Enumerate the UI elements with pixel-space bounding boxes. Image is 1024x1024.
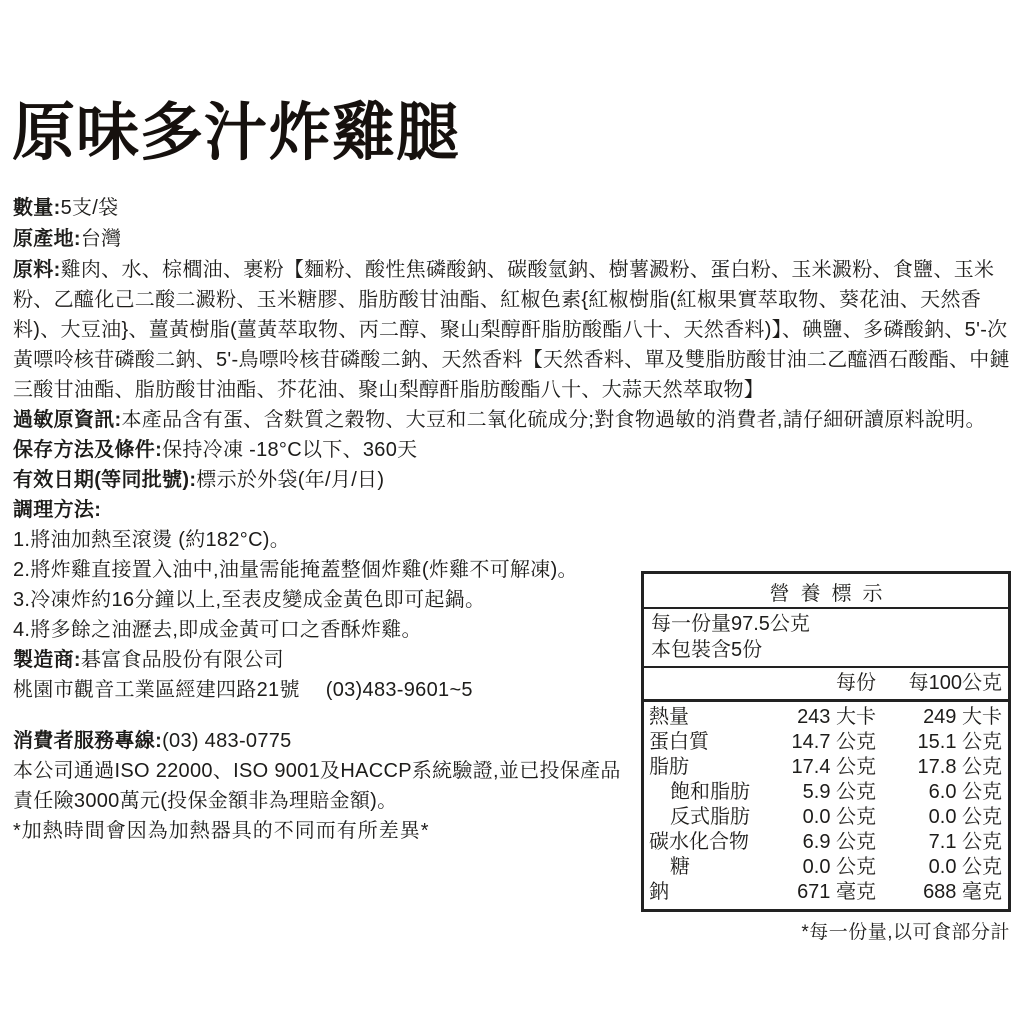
nutrient-per-100g: 0.0 公克 <box>928 856 1002 878</box>
ingredients-label: 原料: <box>13 259 61 281</box>
service-phone: (03) 483-0775 <box>162 730 292 752</box>
service-block <box>13 726 637 816</box>
nutrient-per-100g: 688 毫克 <box>923 881 1002 903</box>
cooking-step: 1.將油加熱至滾燙 (約182°C)。 <box>13 529 291 551</box>
quantity-line <box>13 193 1015 224</box>
nutrition-row <box>649 855 1002 880</box>
cooking-steps <box>13 525 637 645</box>
nutrient-name: 鈉 <box>649 881 669 903</box>
nutrient-per-100g: 6.0 公克 <box>928 781 1002 803</box>
expiry-label: 有效日期(等同批號): <box>13 469 197 491</box>
nutrition-row <box>649 755 1002 780</box>
nutrition-row <box>649 780 1002 805</box>
expiry-value: 標示於外袋(年/月/日) <box>196 469 385 491</box>
nutrient-name: 糖 <box>670 856 690 878</box>
serving-size: 每一份量97.5公克 <box>651 613 810 635</box>
servings-per-pack: 本包裝含5份 <box>651 639 763 661</box>
manufacturer-name: 碁富食品股份有限公司 <box>80 649 284 671</box>
nutrition-rows <box>644 702 1008 909</box>
nutrition-footnote: *每一份量,以可食部分計 <box>801 922 1010 943</box>
nutrition-title: 營養標示 <box>644 574 1008 609</box>
nutrient-per-100g: 15.1 公克 <box>917 731 1002 753</box>
nutrition-row <box>649 730 1002 755</box>
column-spacer <box>649 670 764 697</box>
nutrient-per-serving: 243 大卡 <box>797 706 876 728</box>
heating-note: *加熱時間會因為加熱器具的不同而有所差異* <box>13 820 430 842</box>
cooking-heading: 調理方法: <box>13 499 102 521</box>
nutrient-per-serving: 14.7 公克 <box>791 731 876 753</box>
manufacturer-address-line <box>13 675 637 705</box>
cooking-step: 2.將炸雞直接置入油中,油量需能掩蓋整個炸雞(炸雞不可解凍)。 <box>13 559 578 581</box>
column-per-serving: 每份 <box>836 672 876 694</box>
nutrient-name: 反式脂肪 <box>670 806 750 828</box>
nutrient-name: 熱量 <box>649 706 689 728</box>
nutrition-row <box>649 705 1002 730</box>
origin-line <box>13 224 1015 255</box>
nutrition-table <box>641 571 1011 912</box>
nutrition-facts <box>641 571 1011 944</box>
nutrition-serving-info <box>644 609 1008 668</box>
ingredients-value: 雞肉、水、棕櫚油、裹粉【麵粉、酸性焦磷酸鈉、碳酸氫鈉、樹薯澱粉、蛋白粉、玉米澱粉、食鹽、玉米粉、乙醯化己二酸二澱粉、玉米糖膠、脂肪酸甘油酯、紅椒色素{紅椒樹脂(紅椒果實萃取物、葵花油、天然香料)、大豆油}、薑黃樹脂(薑黃萃取物、丙二醇、聚山梨醇酐脂肪酸酯八十、天然香料)】、碘鹽、多磷酸鈉、5'-次黃嘌呤核苷磷酸二鈉、5'-鳥嘌呤核苷磷酸二鈉、天然香料【天然香料、單及雙脂肪酸甘油二乙醯酒石酸酯、中鏈三酸甘油酯、脂肪酸甘油酯、芥花油、聚山梨醇酐脂肪酸酯八十、大蒜天然萃取物】 <box>13 259 1010 401</box>
nutrient-per-serving: 5.9 公克 <box>802 781 876 803</box>
manufacturer-address: 桃園市觀音工業區經建四路21號 <box>13 679 300 701</box>
nutrition-row <box>649 830 1002 855</box>
cooking-step: 4.將多餘之油瀝去,即成金黃可口之香酥炸雞。 <box>13 619 422 641</box>
ingredients-paragraph <box>13 255 1015 405</box>
nutrient-per-serving: 6.9 公克 <box>802 831 876 853</box>
nutrient-per-serving: 0.0 公克 <box>802 856 876 878</box>
quantity-label: 數量: <box>13 197 61 219</box>
nutrient-name: 碳水化合物 <box>649 831 749 853</box>
manufacturer-phone: (03)483-9601~5 <box>325 679 473 701</box>
nutrition-column-headers <box>644 668 1008 702</box>
cooking-step: 3.冷凍炸約16分鐘以上,至表皮變成金黃色即可起鍋。 <box>13 589 486 611</box>
nutrient-per-100g: 17.8 公克 <box>917 756 1002 778</box>
origin-value: 台灣 <box>80 228 122 250</box>
nutrition-row <box>649 880 1002 905</box>
storage-value: 保持冷凍 -18°C以下、360天 <box>162 439 418 461</box>
nutrient-name: 飽和脂肪 <box>670 781 750 803</box>
allergen-paragraph <box>13 405 1015 435</box>
nutrient-per-serving: 17.4 公克 <box>791 756 876 778</box>
manufacturer-line <box>13 645 637 675</box>
nutrient-per-100g: 0.0 公克 <box>928 806 1002 828</box>
nutrient-per-serving: 0.0 公克 <box>802 806 876 828</box>
expiry-line <box>13 465 1015 495</box>
origin-label: 原產地: <box>13 228 81 250</box>
left-column <box>13 495 637 846</box>
certification-paragraph: 本公司通過ISO 22000、ISO 9001及HACCP系統驗證,並已投保產品責任險3000萬元(投保金額非為理賠金額)。 <box>13 760 621 812</box>
nutrient-per-serving: 671 毫克 <box>797 881 876 903</box>
allergen-label: 過敏原資訊: <box>13 409 122 431</box>
service-line <box>13 726 637 756</box>
quantity-value: 5支/袋 <box>60 197 119 219</box>
nutrient-per-100g: 249 大卡 <box>923 706 1002 728</box>
storage-line <box>13 435 1015 465</box>
nutrient-per-100g: 7.1 公克 <box>928 831 1002 853</box>
product-title: 原味多汁炸雞腿 <box>12 98 460 168</box>
column-per-100g: 每100公克 <box>908 672 1002 694</box>
nutrient-name: 脂肪 <box>649 756 689 778</box>
service-label: 消費者服務專線: <box>13 730 163 752</box>
storage-label: 保存方法及條件: <box>13 439 163 461</box>
allergen-value: 本產品含有蛋、含麩質之穀物、大豆和二氧化硫成分;對食物過敏的消費者,請仔細研讀原料說明。 <box>121 409 986 431</box>
manufacturer-label: 製造商: <box>13 649 81 671</box>
nutrient-name: 蛋白質 <box>649 731 709 753</box>
nutrition-row <box>649 805 1002 830</box>
